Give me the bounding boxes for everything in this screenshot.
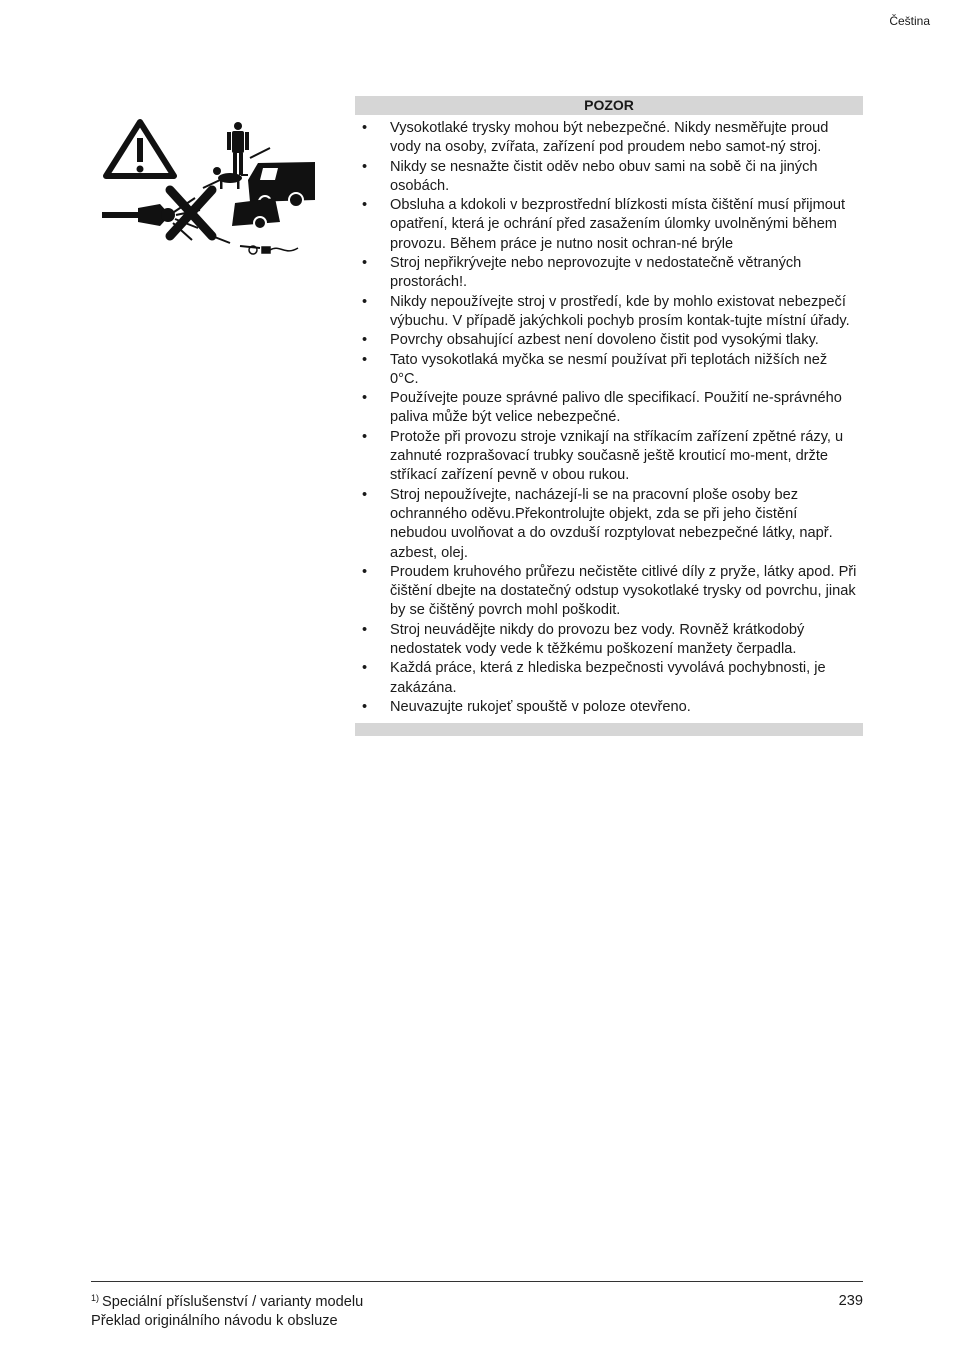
bullet: • xyxy=(362,621,368,638)
bullet: • xyxy=(362,390,368,407)
list-item xyxy=(355,254,863,293)
list-item xyxy=(355,293,863,332)
warning-box xyxy=(355,96,863,736)
footnote-marker: 1) xyxy=(91,1293,100,1303)
footnote-text: Speciální příslušenství / varianty modelu xyxy=(102,1294,364,1310)
bullet: • xyxy=(362,563,368,580)
list-item-text: Stroj nepřikrývejte nebo neprovozujte v nedostatečně větraných prostorách!. xyxy=(390,255,802,291)
list-item-text: Vysokotlaké trysky mohou být nebezpečné. Nikdy nesměřujte proud vody na osoby, zvířata, zařízení pod proudem nebo samot-ný stroj. xyxy=(390,120,829,156)
bullet: • xyxy=(362,351,368,368)
list-item xyxy=(355,486,863,563)
list-item-text: Stroj neuvádějte nikdy do provozu bez vody. Rovněž krátkodobý nedostatek vody vede k těžkému poškození manžety čerpadla. xyxy=(390,621,805,658)
list-item xyxy=(355,659,863,698)
bullet: • xyxy=(362,120,368,136)
list-item-text: Protože při provozu stroje vznikají na stříkacím zařízení zpětné rázy, u zahnuté rozprašovací trubky současně ještě krouticí mo-ment, držte stříkací zařízení pevně v obou rukou. xyxy=(390,428,844,484)
bullet: • xyxy=(362,197,368,214)
bullet: • xyxy=(362,660,368,677)
footnote xyxy=(91,1293,363,1310)
bullet: • xyxy=(362,293,368,310)
list-item-text: Neuvazujte rukojeť spouště v poloze otevřeno. xyxy=(390,698,691,715)
list-item-text: Stroj nepoužívejte, nacházejí-li se na pracovní ploše osoby bez ochranného oděvu.Překontrolujte objekt, zda se při jeho čistění nebudou uvolňovat a do ovzduší rozptylovat nebezpečné látky, např. azbest, olej. xyxy=(390,486,833,561)
list-item xyxy=(355,331,863,350)
prohibition-cross-icon xyxy=(170,190,212,236)
list-item-text: Obsluha a kdokoli v bezprostřední blízkosti místa čištění musí přijmout opatření, která je ochrání před zasažením úlomky uvolněnými během provozu. Během práce je nutno nosit ochran-né brýle xyxy=(390,197,846,252)
list-item xyxy=(355,621,863,660)
language-label: Čeština xyxy=(889,14,930,28)
list-item-text: Proudem kruhového průřezu nečistěte citlivé díly z pryže, látky apod. Při čištění dbejte na dostatečný odstup vysokotlaké trysky od povrchu, jinak by se čištěný povrch mohl poškodit. xyxy=(390,563,857,619)
list-item-text: Nikdy se nesnažte čistit oděv nebo obuv sami na sobě či na jiných osobách. xyxy=(390,158,818,194)
list-item xyxy=(355,119,863,158)
page-number: 239 xyxy=(838,1293,863,1309)
safety-pictogram xyxy=(100,118,320,268)
power-plug-icon xyxy=(249,246,298,254)
list-item-text: Používejte pouze správné palivo dle specifikací. Použití ne-správného paliva může být velice nebezpečné. xyxy=(390,390,842,426)
list-item-text: Každá práce, která z hlediska bezpečnosti vyvolává pochybnosti, je zakázána. xyxy=(390,660,826,696)
machine-icon xyxy=(232,198,280,229)
bullet: • xyxy=(362,698,368,715)
warning-list xyxy=(355,115,863,721)
bullet: • xyxy=(362,255,368,272)
warning-triangle-icon xyxy=(106,122,174,176)
bullet: • xyxy=(362,428,368,445)
list-item xyxy=(355,196,863,254)
list-item xyxy=(355,428,863,486)
warning-footer-bar xyxy=(355,723,863,736)
manual-subtitle: Překlad originálního návodu k obsluze xyxy=(91,1313,338,1329)
warning-title: POZOR xyxy=(355,96,863,115)
bullet: • xyxy=(362,486,368,503)
list-item xyxy=(355,563,863,621)
bullet: • xyxy=(362,158,368,175)
bullet: • xyxy=(362,332,368,349)
list-item xyxy=(355,158,863,197)
list-item xyxy=(355,351,863,390)
list-item xyxy=(355,698,863,717)
person-icon xyxy=(227,122,249,175)
list-item-text: Nikdy nepoužívejte stroj v prostředí, kde by mohlo existovat nebezpečí výbuchu. V případě jakýchkoli pochyb prosím kontak-tujte místní úřady. xyxy=(390,293,850,329)
list-item-text: Tato vysokotlaká myčka se nesmí používat při teplotách nižších než 0°C. xyxy=(390,351,828,387)
footer-divider xyxy=(91,1281,863,1282)
list-item-text: Povrchy obsahující azbest není dovoleno čistit pod vysokými tlaky. xyxy=(390,332,819,349)
list-item xyxy=(355,389,863,428)
spray-lance-icon xyxy=(102,204,175,226)
